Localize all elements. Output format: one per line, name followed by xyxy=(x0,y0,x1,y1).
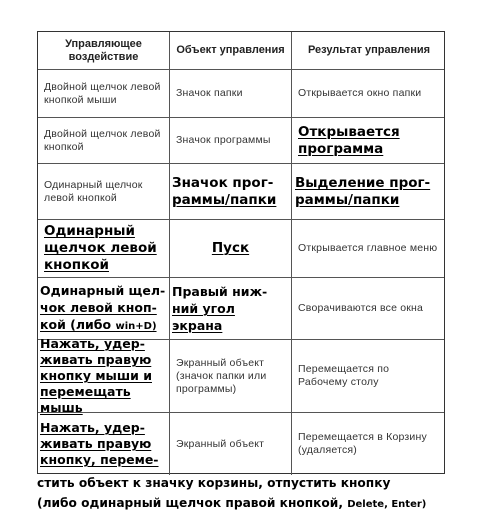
table-row xyxy=(38,163,444,219)
table-row xyxy=(38,336,444,415)
table-row xyxy=(38,69,444,117)
header-object: Объект управления xyxy=(169,32,291,69)
row3-action: Одинарный щелчок левой кнопкой xyxy=(44,178,143,204)
row3-object-handwritten: Значок прог- раммы/папки xyxy=(169,164,291,219)
row1-result: Открывается окно папки xyxy=(291,70,446,117)
table-header xyxy=(38,32,444,69)
header-action: Управляющее воздействие xyxy=(65,37,142,63)
table-row xyxy=(38,219,444,277)
row7-result: Перемещается в Корзину (удаляется) xyxy=(291,413,446,475)
continuation-line-2: (либо одинарный щелчок правой кнопкой, Delete, Enter) xyxy=(37,496,427,510)
row7-object: Экранный объект xyxy=(169,413,291,475)
row1-action: Двойной щелчок левой кнопкой мыши xyxy=(44,80,161,106)
row5-object-handwritten: Правый ниж- ний угол экрана xyxy=(169,278,291,339)
row4-object-handwritten: Пуск xyxy=(169,220,291,277)
header-result: Результат управления xyxy=(291,32,446,69)
row2-object: Значок программы xyxy=(169,118,291,163)
row5-result: Сворачиваются все окна xyxy=(291,278,446,339)
row6-object: Экранный объект (значок папки или программы) xyxy=(169,340,291,412)
row6-result: Перемещается по Рабочему столу xyxy=(291,340,446,412)
row2-action: Двойной щелчок левой кнопкой xyxy=(44,127,161,153)
control-table xyxy=(37,31,445,474)
row1-object: Значок папки xyxy=(169,70,291,117)
row5-action-handwritten: Одинарный щел- чок левой кноп- кой (либо win+D) xyxy=(40,283,166,332)
row6-action-handwritten: Нажать, удер- живать правую кнопку мыши и перемещать мышь xyxy=(40,336,152,415)
table-row xyxy=(38,412,444,475)
table-row xyxy=(38,117,444,163)
row4-result: Открывается главное меню xyxy=(291,220,446,277)
row4-action-handwritten: Одинарный щелчок левой кнопкой xyxy=(44,223,157,273)
handwritten-continuation xyxy=(37,473,497,515)
row7-action-handwritten: Нажать, удер- живать правую кнопку, переме- xyxy=(40,420,159,467)
table-row xyxy=(38,277,444,339)
continuation-line-1: стить объект к значку корзины, отпустить кнопку xyxy=(37,476,391,490)
row2-result-handwritten: Открывается программа xyxy=(291,118,446,163)
row3-result-handwritten: Выделение прог- раммы/папки xyxy=(291,164,446,219)
